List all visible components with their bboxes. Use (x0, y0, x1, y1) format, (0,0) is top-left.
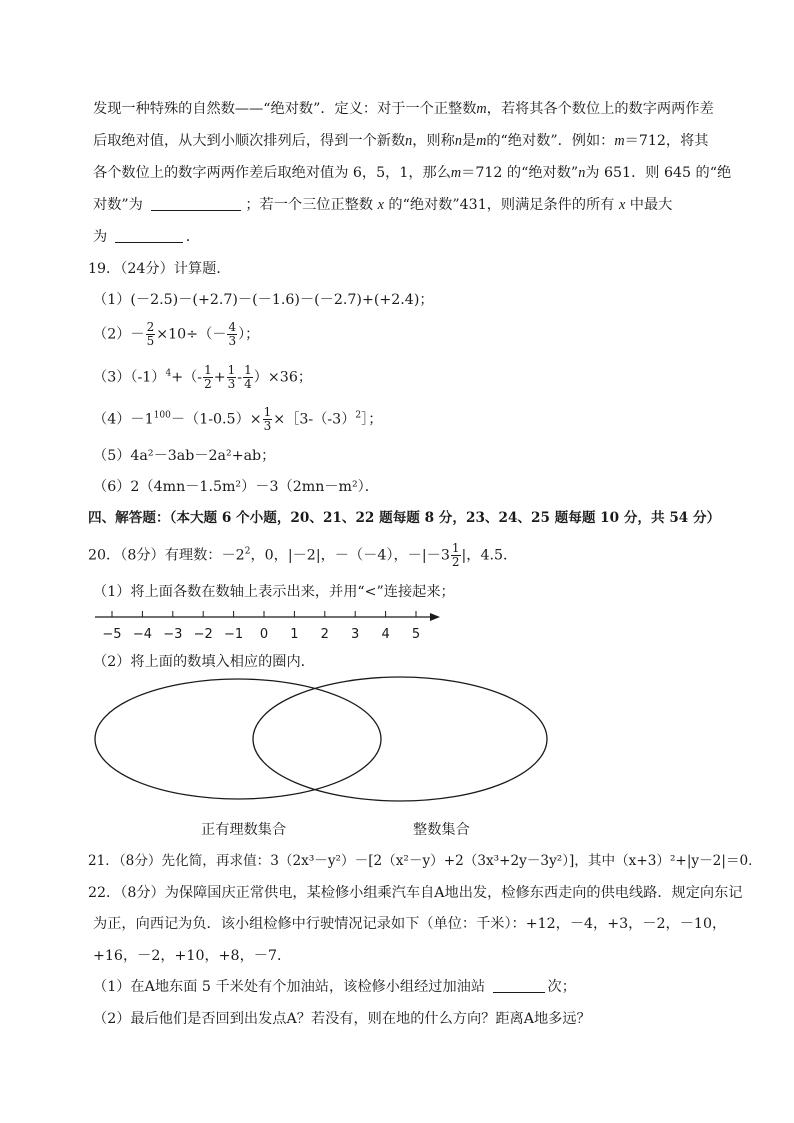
fraction: $\frac{2}{5}$ (146, 320, 155, 348)
venn-label-integers: 整数集合 (413, 822, 470, 838)
fraction: $\frac{1}{3}$ (227, 363, 236, 391)
q18-line-2: 后取绝对值，从大到小顺次排列后，得到一个新数n，则称n是m的“绝对数”．例如：m＝712，将其 (93, 133, 709, 149)
q22-line-3: +16，－2，+10，+8，－7． (93, 948, 292, 964)
q20-part-1: （1）将上面各数在数轴上表示出来，并用“<”连接起来； (93, 584, 455, 600)
venn-label-positive-rationals: 正有理数集合 (201, 822, 287, 838)
fraction: $\frac{1}{2}$ (204, 363, 212, 391)
q18-line-1: 发现一种特殊的自然数——“绝对数”．定义：对于一个正整数m，若将其各个数位上的数字两两作差 (93, 101, 714, 117)
venn-right-ellipse (253, 677, 547, 801)
axis-tick-label: −3 (163, 627, 183, 642)
axis-tick-label: 2 (320, 627, 329, 642)
q22-line-2: 为正，向西记为负．该小组检修中行驶情况记录如下（单位：千米）：+12，－4，+3，－2，－10， (93, 916, 727, 932)
fraction: $\frac{4}{3}$ (228, 320, 237, 348)
fraction: $\frac{1}{2}$ (451, 541, 460, 569)
fraction: $\frac{1}{3}$ (263, 405, 272, 433)
q22-part-1: （1）在A地东面 5 千米处有个加油站，该检修小组经过加油站 次； (93, 979, 576, 995)
q19-part-4: $(4)-1^{100}-(1-0.5)\times$ $\frac{1}{3}$ $\times[3-(-3)^2]$； (93, 405, 383, 433)
axis-arrow-icon (430, 613, 440, 621)
q18-line-3: 各个数位上的数字两两作差后取绝对值为 6，5，1，那么m＝712 的“绝对数”n为 651．则 645 的“绝 (93, 165, 732, 181)
axis-tick-label: −4 (132, 627, 152, 642)
section-heading: 四、解答题：（本大题 6 个小题，20、21、22 题每题 8 分，23、24、25 题每题 10 分，共 54 分） (88, 510, 721, 526)
q22-line-1: 22．（8分）为保障国庆正常供电，某检修小组乘汽车自A地出发，检修东西走向的供电线路．规定向东记 (88, 885, 743, 901)
q20-heading: 20．（8分）有理数：$-2^2$，0，|－2|，－（－4），－|－3 $\frac{1}{2}$ |，4.5． (88, 541, 518, 569)
q20-part-2: （2）将上面的数填入相应的圈内． (93, 654, 315, 670)
axis-tick-label: −5 (102, 627, 122, 642)
q19-part-6: （6）2（4mn－1.5m²）－3（2mn－m²）． (93, 479, 379, 495)
axis-tick-label: −2 (193, 627, 213, 642)
axis-tick-label: 4 (381, 627, 390, 642)
axis-tick-label: 3 (351, 627, 360, 642)
q19-part-2: （2）－ $\frac{2}{5}$ ×10÷（－ $\frac{4}{3}$ ）； (93, 320, 260, 348)
q19-part-3: $(3)(-1)^4+(-$ $\frac{1}{2}$ + $\frac{1}{3}$ - $\frac{1}{4}$ ）×36； (93, 363, 313, 391)
axis-tick-label: 1 (290, 627, 299, 642)
q19-part-5: （5）4a²－3ab－2a²+ab； (93, 448, 276, 464)
q18-line-4: 对数”为 ；若一个三位正整数 x 的“绝对数”431，则满足条件的所有 x 中最大 (93, 197, 673, 213)
q19-heading: 19．（24分）计算题． (88, 261, 231, 277)
q21-text: 21．（8分）先化简，再求值：3（2x³－y²）－[2（x²－y）+2（3x³+2y－3y²）]，其中（x+3）²+|y－2|＝0． (88, 853, 762, 869)
axis-tick-label: −1 (224, 627, 244, 642)
fraction: $\frac{1}{4}$ (244, 363, 252, 391)
q18-line-5: 为 ． (93, 229, 200, 245)
answer-blank-3[interactable] (493, 978, 545, 993)
q19-part-1: （1）(－2.5)－(+2.7)－(－1.6)－(－2.7)+(+2.4)； (93, 292, 434, 308)
axis-tick-label: 0 (259, 627, 269, 642)
q22-part-2: （2）最后他们是否回到出发点A？若没有，则在地的什么方向？距离A地多远？ (93, 1011, 591, 1027)
axis-tick-label: 5 (411, 627, 421, 642)
venn-left-ellipse (95, 679, 381, 799)
